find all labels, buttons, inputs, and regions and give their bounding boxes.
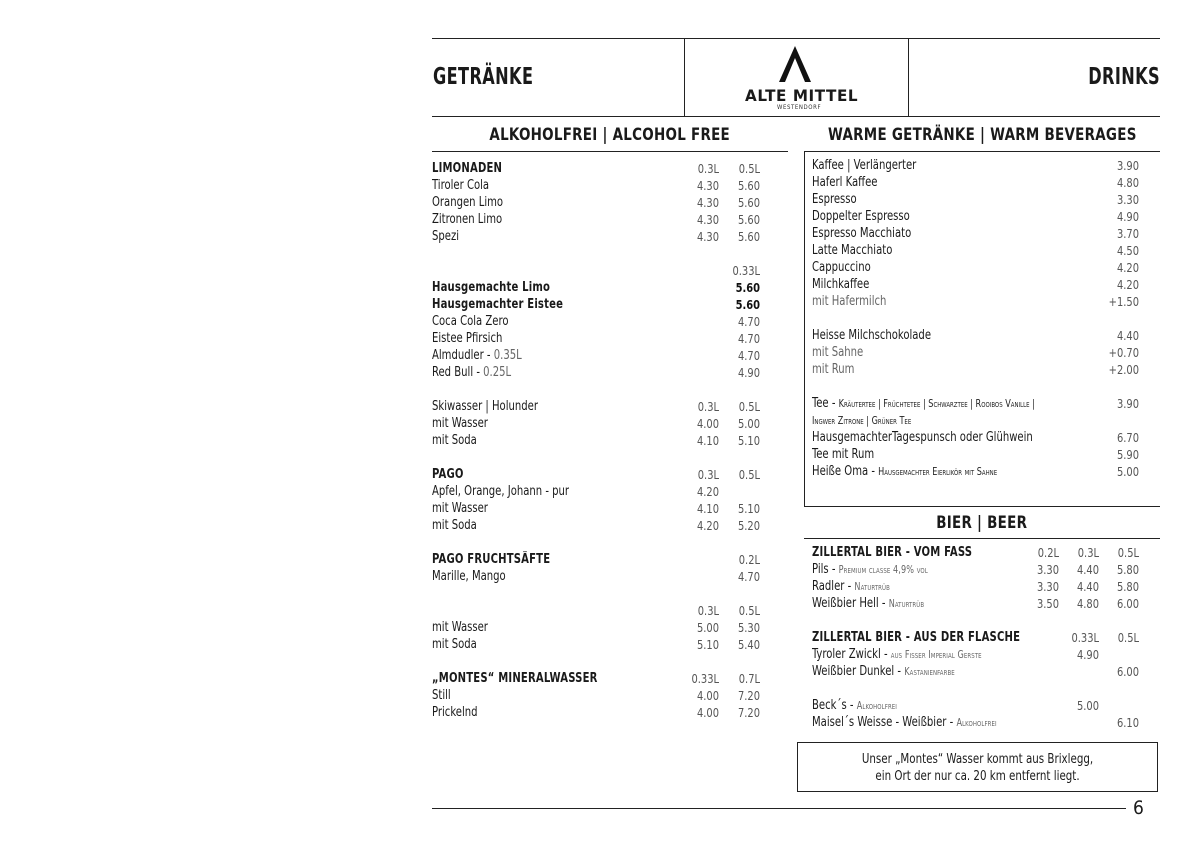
menu-row — [812, 157, 1142, 174]
menu-row — [812, 208, 1142, 225]
item-detail: Naturtrüb — [854, 581, 890, 593]
footer-rule — [432, 808, 1126, 809]
menu-row — [812, 327, 1142, 344]
item-price: 3.50 — [1036, 596, 1059, 611]
menu-row — [432, 296, 762, 313]
item-label: PAGO FRUCHTSÄFTE — [432, 552, 551, 567]
item-label: Pils - Premium classe 4,9% vol — [812, 562, 928, 577]
item-detail: Kräutertee | Früchtetee | Schwarztee | Rooibos Vanille | — [838, 398, 1035, 410]
item-price: 5.60 — [737, 178, 760, 193]
menu-row — [812, 259, 1142, 276]
item-label: Still — [432, 688, 451, 703]
item-price: 4.20 — [696, 484, 719, 499]
item-price: 5.60 — [737, 212, 760, 227]
menu-row — [812, 276, 1142, 293]
category-row — [432, 670, 762, 687]
item-price: 5.60 — [737, 195, 760, 210]
item-price: 4.30 — [696, 229, 719, 244]
item-price: 6.00 — [1116, 596, 1139, 611]
item-price: 5.00 — [737, 416, 760, 431]
menu-row — [812, 697, 1142, 714]
item-price: 0.5L — [738, 399, 760, 414]
item-price: 0.3L — [697, 161, 719, 176]
menu-row — [432, 619, 762, 636]
item-label: Radler - Naturtrüb — [812, 579, 890, 594]
menu-row — [432, 364, 762, 381]
menu-row — [812, 646, 1142, 663]
item-label: Latte Macchiato — [812, 243, 893, 258]
menu-row — [812, 310, 1142, 327]
item-label: mit Soda — [432, 518, 477, 533]
menu-row — [432, 432, 762, 449]
menu-row — [812, 595, 1142, 612]
item-label: Orangen Limo — [432, 195, 504, 210]
menu-row — [812, 293, 1142, 310]
menu-row — [432, 653, 762, 670]
menu-row — [432, 483, 762, 500]
menu-row — [812, 361, 1142, 378]
item-price: 5.00 — [696, 620, 719, 635]
item-price: 0.5L — [738, 161, 760, 176]
item-price: 4.70 — [737, 569, 760, 584]
item-price: 5.10 — [737, 501, 760, 516]
item-price: 4.30 — [696, 212, 719, 227]
mountain-logo-icon — [778, 44, 812, 84]
menu-row — [812, 429, 1142, 446]
item-price: 3.90 — [1116, 158, 1139, 173]
item-price: 3.30 — [1116, 192, 1139, 207]
item-label: Hausgemachter Eistee — [432, 297, 564, 312]
item-label: Weißbier Hell - Naturtrüb — [812, 596, 925, 611]
section-alcohol-free: ALKOHOLFREI | ALCOHOL FREE — [489, 125, 731, 145]
item-detail: Alkoholfrei — [856, 700, 897, 712]
item-price: 6.00 — [1116, 664, 1139, 679]
menu-row — [812, 680, 1142, 697]
item-price: 0.3L — [697, 603, 719, 618]
item-label: mit Wasser — [432, 416, 488, 431]
item-price: 5.60 — [735, 280, 760, 295]
logo-subtext: WESTENDORF — [777, 104, 822, 111]
item-label: Haferl Kaffee — [812, 175, 878, 190]
item-price: 4.30 — [696, 195, 719, 210]
page-title-right: DRINKS — [1088, 64, 1160, 90]
item-label: Weißbier Dunkel - Kastanienfarbe — [812, 664, 955, 679]
item-label: mit Soda — [432, 433, 477, 448]
menu-row — [432, 194, 762, 211]
menu-row — [432, 262, 762, 279]
item-price: 4.80 — [1076, 596, 1099, 611]
item-label: LIMONADEN — [432, 161, 503, 176]
item-price: 4.80 — [1116, 175, 1139, 190]
menu-row — [432, 211, 762, 228]
menu-row — [812, 378, 1142, 395]
item-price: 4.40 — [1076, 562, 1099, 577]
item-label: HausgemachterTagespunsch oder Glühwein — [812, 430, 1033, 445]
item-price: 0.5L — [1117, 630, 1139, 645]
item-price: 5.30 — [737, 620, 760, 635]
item-price: 5.80 — [1116, 562, 1139, 577]
item-price: +1.50 — [1108, 294, 1139, 309]
item-label: ZILLERTAL BIER - AUS DER FLASCHE — [812, 630, 1021, 645]
warm-left-rule — [804, 151, 805, 506]
item-label: Tiroler Cola — [432, 178, 490, 193]
item-label: Tee mit Rum — [812, 447, 875, 462]
item-price: 0.7L — [738, 671, 760, 686]
menu-row — [432, 381, 762, 398]
water-note-line-2: ein Ort der nur ca. 20 km entfernt liegt. — [875, 769, 1080, 784]
category-row — [432, 160, 762, 177]
menu-row — [812, 561, 1142, 578]
menu-row — [432, 704, 762, 721]
item-price: 4.40 — [1116, 328, 1139, 343]
item-label: Maisel´s Weisse - Weißbier - Alkoholfrei — [812, 715, 997, 730]
item-label: mit Wasser — [432, 501, 488, 516]
menu-row — [432, 415, 762, 432]
page-title-left: GETRÄNKE — [433, 64, 534, 90]
menu-row — [812, 191, 1142, 208]
menu-row — [432, 500, 762, 517]
item-label: Cappuccino — [812, 260, 871, 275]
item-price: 0.2L — [738, 552, 760, 567]
item-label: mit Sahne — [812, 345, 864, 360]
item-price: 5.60 — [737, 229, 760, 244]
menu-row — [812, 412, 1142, 429]
item-price: +0.70 — [1108, 345, 1139, 360]
menu-row — [432, 568, 762, 585]
item-label: Almdudler - 0.35L — [432, 348, 522, 363]
item-label: Apfel, Orange, Johann - pur — [432, 484, 570, 499]
item-label: Skiwasser | Holunder — [432, 399, 538, 414]
category-row — [432, 466, 762, 483]
menu-row — [432, 347, 762, 364]
item-price: 0.2L — [1037, 545, 1059, 560]
item-price: 5.60 — [735, 297, 760, 312]
menu-row — [432, 517, 762, 534]
item-price: 0.3L — [697, 467, 719, 482]
item-label: Beck´s - Alkoholfrei — [812, 698, 897, 713]
menu-row — [812, 463, 1142, 480]
item-detail: aus Fisser Imperial Gerste — [890, 649, 982, 661]
item-label — [812, 412, 911, 430]
item-label: Kaffee | Verlängerter — [812, 158, 917, 173]
item-price: 4.40 — [1076, 579, 1099, 594]
item-label: PAGO — [432, 467, 464, 482]
item-label: mit Hafermilch — [812, 294, 887, 309]
item-detail: Naturtrüb — [888, 598, 925, 610]
item-price: 7.20 — [737, 688, 760, 703]
section-warm-rule — [804, 151, 1160, 152]
item-price: 4.20 — [696, 518, 719, 533]
item-price: 3.70 — [1116, 226, 1139, 241]
item-detail: 0.25L — [483, 365, 512, 380]
item-price: 4.20 — [1116, 277, 1139, 292]
item-price: 0.3L — [1077, 545, 1099, 560]
item-label: „MONTES“ MINERALWASSER — [432, 671, 598, 686]
item-price: 4.20 — [1116, 260, 1139, 275]
menu-row — [812, 344, 1142, 361]
menu-row — [432, 636, 762, 653]
item-price: 5.20 — [737, 518, 760, 533]
menu-row — [432, 449, 762, 466]
menu-row — [432, 228, 762, 245]
item-price: 0.33L — [732, 263, 760, 278]
item-price: 4.00 — [696, 416, 719, 431]
item-label: Heisse Milchschokolade — [812, 328, 932, 343]
menu-row — [812, 663, 1142, 680]
item-label: Heiße Oma - Hausgemachter Eierlikör mit Sahne — [812, 464, 998, 479]
item-label: Eistee Pfirsich — [432, 331, 503, 346]
item-price: 4.10 — [696, 501, 719, 516]
menu-row — [432, 398, 762, 415]
item-price: 4.70 — [737, 314, 760, 329]
item-label: Prickelnd — [432, 705, 478, 720]
category-row — [812, 629, 1142, 646]
section-beer-rule — [804, 538, 1160, 539]
item-detail: Premium classe 4,9% vol — [838, 564, 928, 576]
item-detail: Kastanienfarbe — [904, 666, 955, 678]
menu-row — [812, 578, 1142, 595]
menu-row — [812, 714, 1142, 731]
item-price: 6.10 — [1116, 715, 1139, 730]
item-price: 0.5L — [738, 603, 760, 618]
water-note-line-1: Unser „Montes“ Wasser kommt aus Brixlegg, — [861, 752, 1094, 767]
item-price: 3.90 — [1116, 396, 1139, 411]
item-label: mit Rum — [812, 362, 855, 377]
section-alcohol-free-rule — [432, 151, 788, 152]
item-detail: Hausgemachter Eierlikör mit Sahne — [878, 466, 998, 478]
item-price: 6.70 — [1116, 430, 1139, 445]
menu-row — [432, 602, 762, 619]
page-number: 6 — [1133, 797, 1144, 819]
item-price: 5.10 — [696, 637, 719, 652]
menu-row — [812, 395, 1142, 412]
item-price: 5.00 — [1076, 698, 1099, 713]
item-price: +2.00 — [1108, 362, 1139, 377]
item-price: 3.30 — [1036, 579, 1059, 594]
item-price: 4.90 — [1076, 647, 1099, 662]
menu-row — [812, 612, 1142, 629]
menu-row — [812, 225, 1142, 242]
category-row — [812, 544, 1142, 561]
item-detail: Ingwer Zitrone | Grüner Tee — [812, 415, 912, 427]
item-label: mit Soda — [432, 637, 477, 652]
category-row — [432, 551, 762, 568]
header-divider-left — [684, 38, 685, 116]
item-price: 4.00 — [696, 688, 719, 703]
item-price: 4.30 — [696, 178, 719, 193]
logo-text: ALTE MITTEL — [745, 86, 859, 105]
item-label: Red Bull - 0.25L — [432, 365, 512, 380]
menu-row — [812, 242, 1142, 259]
item-label: mit Wasser — [432, 620, 488, 635]
item-label: ZILLERTAL BIER - VOM FASS — [812, 545, 973, 560]
item-label: Espresso — [812, 192, 857, 207]
item-label: Hausgemachte Limo — [432, 280, 551, 295]
item-price: 0.5L — [1117, 545, 1139, 560]
item-price: 5.90 — [1116, 447, 1139, 462]
menu-row — [432, 687, 762, 704]
item-price: 4.90 — [1116, 209, 1139, 224]
menu-row — [432, 245, 762, 262]
header-top-rule — [432, 38, 1160, 39]
item-price: 0.3L — [697, 399, 719, 414]
menu-row — [432, 330, 762, 347]
item-label: Tee - Kräutertee | Früchtetee | Schwarztee | Rooibos Vanille | — [812, 396, 1035, 411]
item-price: 5.00 — [1116, 464, 1139, 479]
section-beer: BIER | BEER — [936, 513, 1028, 533]
item-price: 7.20 — [737, 705, 760, 720]
menu-row — [432, 279, 762, 296]
item-label: Marille, Mango — [432, 569, 506, 584]
item-price: 4.50 — [1116, 243, 1139, 258]
item-price: 4.70 — [737, 348, 760, 363]
section-warm: WARME GETRÄNKE | WARM BEVERAGES — [827, 125, 1137, 145]
item-price: 4.00 — [696, 705, 719, 720]
item-price: 5.10 — [737, 433, 760, 448]
beer-top-rule — [804, 506, 1160, 507]
header-divider-right — [908, 38, 909, 116]
item-label: Espresso Macchiato — [812, 226, 912, 241]
water-note-box — [797, 742, 1158, 792]
menu-row — [432, 313, 762, 330]
header-bottom-rule — [432, 116, 1160, 117]
menu-row — [432, 534, 762, 551]
item-label: Spezi — [432, 229, 460, 244]
item-price: 0.5L — [738, 467, 760, 482]
item-price: 0.33L — [1071, 630, 1099, 645]
item-price: 3.30 — [1036, 562, 1059, 577]
item-detail: Alkoholfrei — [956, 717, 997, 729]
item-price: 0.33L — [691, 671, 719, 686]
menu-row — [432, 585, 762, 602]
menu-row — [812, 446, 1142, 463]
item-price: 5.80 — [1116, 579, 1139, 594]
item-label: Tyroler Zwickl - aus Fisser Imperial Gerste — [812, 647, 982, 662]
item-price: 4.10 — [696, 433, 719, 448]
item-label: Zitronen Limo — [432, 212, 503, 227]
item-price: 5.40 — [737, 637, 760, 652]
item-price: 4.90 — [737, 365, 760, 380]
item-price: 4.70 — [737, 331, 760, 346]
menu-row — [432, 177, 762, 194]
item-label: Milchkaffee — [812, 277, 870, 292]
item-detail: 0.35L — [493, 348, 522, 363]
item-label: Coca Cola Zero — [432, 314, 509, 329]
menu-row — [812, 174, 1142, 191]
item-label: Doppelter Espresso — [812, 209, 910, 224]
